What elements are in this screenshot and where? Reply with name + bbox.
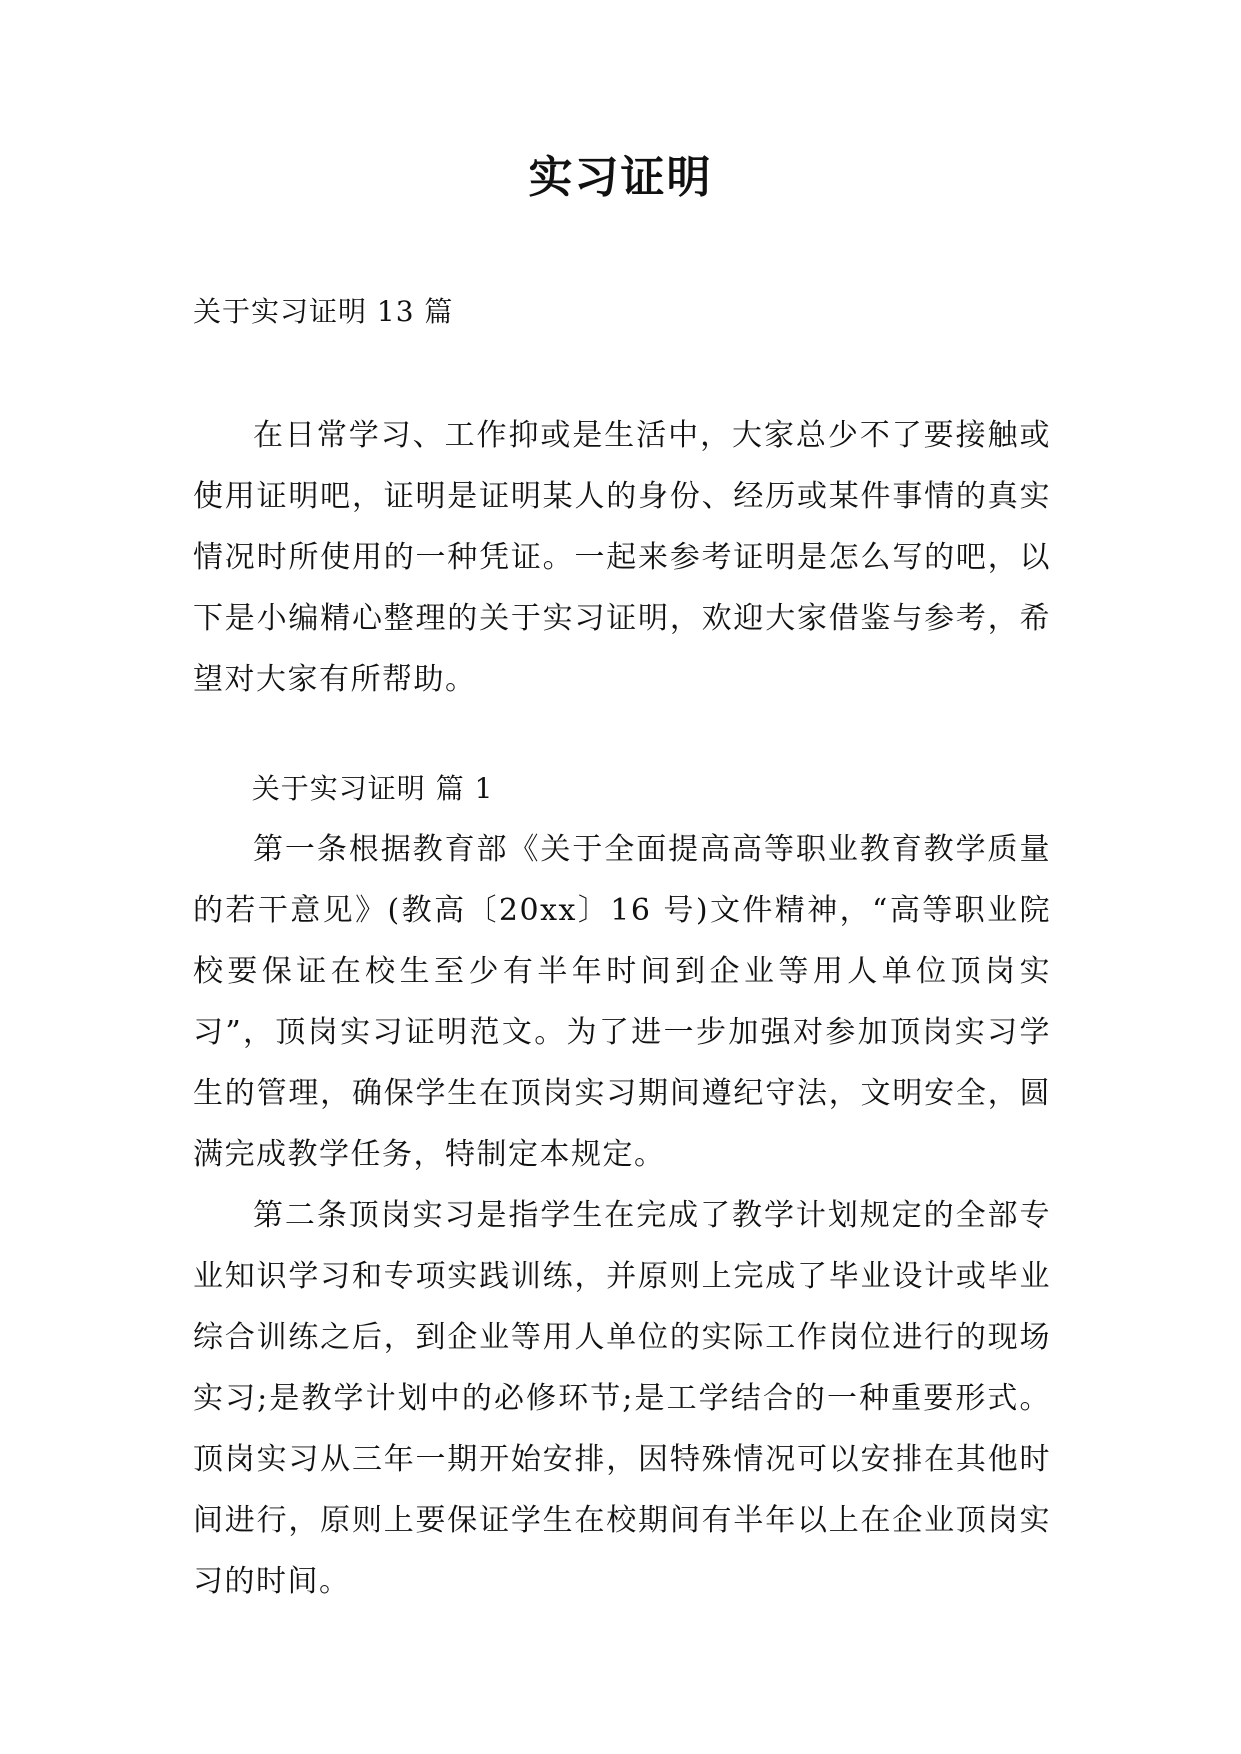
document-subtitle: 关于实习证明 13 篇 — [193, 295, 454, 328]
section-1 — [193, 758, 1051, 1612]
document-title: 实习证明 — [528, 152, 713, 203]
section-heading: 关于实习证明 篇 1 — [251, 772, 494, 805]
intro-block — [193, 405, 1051, 710]
section-paragraph-1: 第一条根据教育部《关于全面提高高等职业教育教学质量的若干意见》(教高〔20xx〕16 号)文件精神，“高等职业院校要保证在校生至少有半年时间到企业等用人单位顶岗实习”，顶岗实习证明范文。为了进一步加强对参加顶岗实习学生的管理，确保学生在顶岗实习期间遵纪守法，文明安全，圆满完成教学任务，特制定本规定。 — [193, 832, 1051, 1172]
section-paragraph-2: 第二条顶岗实习是指学生在完成了教学计划规定的全部专业知识学习和专项实践训练，并原则上完成了毕业设计或毕业综合训练之后，到企业等用人单位的实际工作岗位进行的现场实习;是教学计划中的必修环节;是工学结合的一种重要形式。顶岗实习从三年一期开始安排，因特殊情况可以安排在其他时间进行，原则上要保证学生在校期间有半年以上在企业顶岗实习的时间。 — [193, 1198, 1051, 1599]
intro-paragraph: 在日常学习、工作抑或是生活中，大家总少不了要接触或使用证明吧，证明是证明某人的身份、经历或某件事情的真实情况时所使用的一种凭证。一起来参考证明是怎么写的吧，以下是小编精心整理的关于实习证明，欢迎大家借鉴与参考，希望对大家有所帮助。 — [193, 418, 1051, 697]
